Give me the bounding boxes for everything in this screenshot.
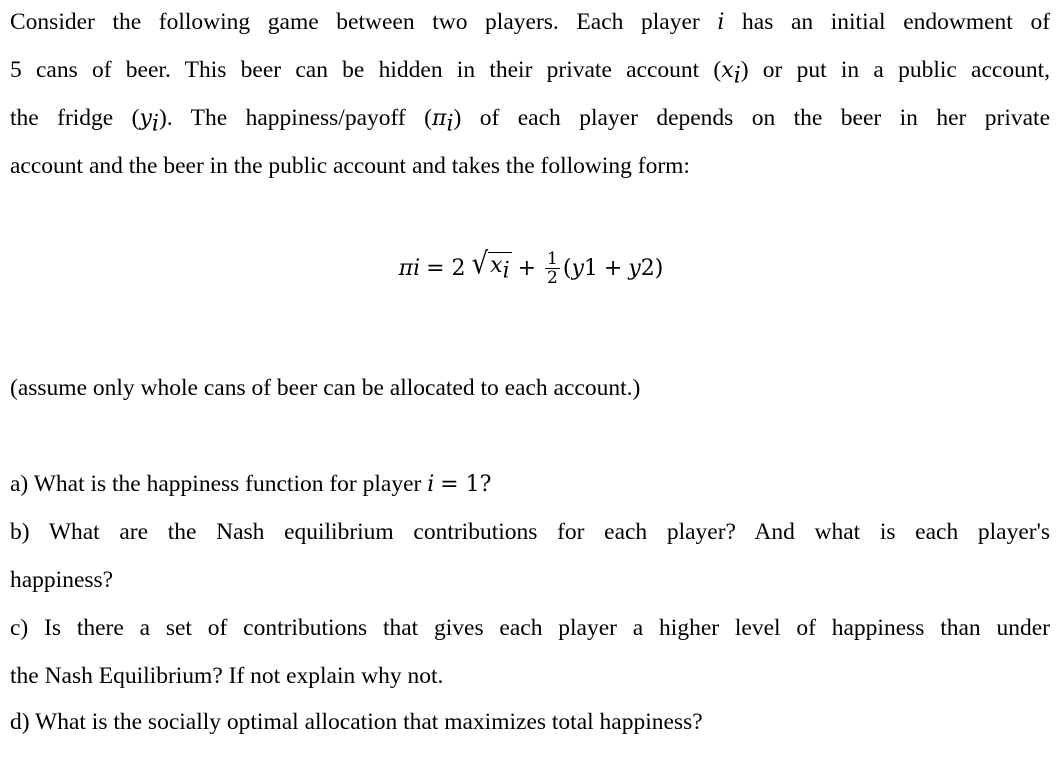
formula-plus: + bbox=[603, 256, 623, 281]
formula-sub: i bbox=[502, 258, 510, 284]
question-text: a) What is the happiness function for player bbox=[10, 471, 422, 497]
formula-plus: + bbox=[517, 256, 537, 281]
frac-denominator: 2 bbox=[547, 268, 558, 288]
formula-pi: π bbox=[398, 256, 414, 281]
question-b-line-2 bbox=[10, 566, 1050, 594]
question-b-line-1 bbox=[10, 518, 1050, 546]
assumption-note bbox=[10, 374, 1050, 402]
fraction-one-half bbox=[545, 250, 560, 287]
formula-paren: ( bbox=[562, 256, 572, 281]
formula-x: x bbox=[490, 253, 503, 279]
formula-paren: ) bbox=[654, 256, 664, 281]
question-d bbox=[10, 708, 1050, 736]
intro-text: has an initial endowment of bbox=[742, 9, 1051, 35]
math-sub-i: i bbox=[446, 111, 454, 137]
question-text: the Nash Equilibrium? If not explain why not. bbox=[10, 663, 444, 689]
intro-line-2 bbox=[10, 56, 1050, 91]
math-var-pi: π bbox=[431, 106, 447, 131]
intro-line-3 bbox=[10, 104, 1050, 139]
intro-text: Consider the following game between two players. Each player bbox=[10, 9, 700, 35]
frac-numerator: 1 bbox=[547, 249, 558, 269]
math-var-x: x bbox=[721, 58, 734, 83]
formula-y1: y bbox=[571, 256, 584, 281]
math-eq: = 1? bbox=[440, 472, 492, 497]
formula-eq: = 2 bbox=[426, 256, 466, 281]
math-sub-i: i bbox=[733, 63, 741, 89]
question-c-line-1 bbox=[10, 614, 1050, 642]
intro-text: 5 cans of beer. This beer can be hidden in their private account ( bbox=[10, 57, 722, 83]
intro-line-1 bbox=[10, 8, 1050, 37]
question-c-line-2 bbox=[10, 662, 1050, 690]
question-text: happiness? bbox=[10, 567, 114, 593]
intro-text: ) of each player depends on the beer in her private bbox=[453, 105, 1050, 131]
question-text: b) What are the Nash equilibrium contributions for each player? And what is each player's bbox=[10, 519, 1050, 545]
formula-sub: i bbox=[413, 256, 421, 281]
formula-y2: y bbox=[628, 256, 641, 281]
intro-text: ) or put in a public account, bbox=[740, 57, 1051, 83]
intro-line-4 bbox=[10, 152, 1050, 180]
sqrt-symbol: √ $x_i$ bbox=[471, 247, 510, 284]
intro-text: the fridge ( bbox=[10, 105, 140, 131]
math-var-i: i bbox=[717, 10, 725, 35]
math-var-i: i bbox=[427, 472, 435, 497]
formula-sub: 2 bbox=[640, 256, 655, 281]
question-text: c) Is there a set of contributions that gives each player a higher level of happiness than under bbox=[10, 615, 1050, 641]
formula-sub: 1 bbox=[583, 256, 598, 281]
payoff-formula bbox=[0, 247, 1062, 288]
question-a bbox=[10, 470, 1050, 499]
math-var-y: y bbox=[139, 106, 152, 131]
math-sub-i: i bbox=[151, 111, 159, 137]
intro-text: account and the beer in the public account and takes the following form: bbox=[10, 153, 690, 179]
intro-text: ). The happiness/payoff ( bbox=[158, 105, 432, 131]
note-text: (assume only whole cans of beer can be allocated to each account.) bbox=[10, 375, 641, 401]
question-text: d) What is the socially optimal allocation that maximizes total happiness? bbox=[10, 709, 703, 735]
